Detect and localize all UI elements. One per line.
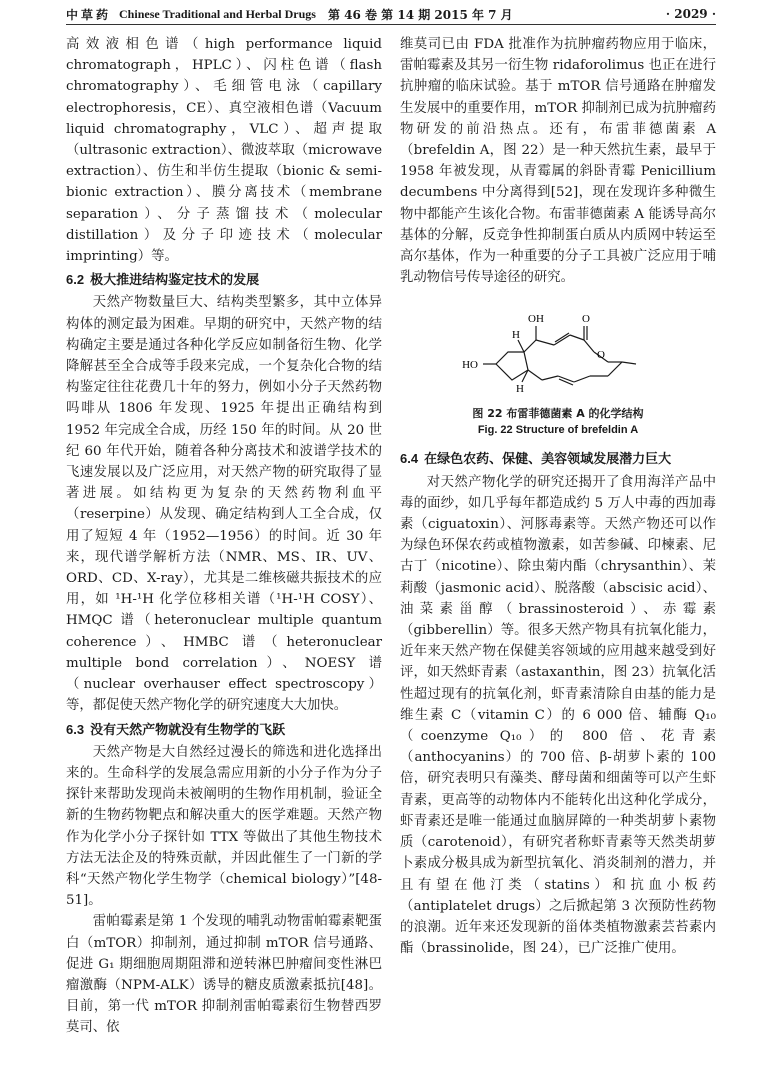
label-oh: OH bbox=[528, 313, 544, 326]
journal-name-en: Chinese Traditional and Herbal Drugs bbox=[119, 6, 316, 21]
paragraph-6-3-b: 雷帕霉素是第 1 个发现的哺乳动物雷帕霉素靶蛋白（mTOR）抑制剂，通过抑制 mTOR 信号通路、促进 G₁ 期细胞周期阻滞和逆转淋巴肿瘤间变性淋巴瘤激酶（NPM-ALK）诱导的糖皮质激素抵抗[48]。目前，第一代 mTOR 抑制剂雷帕霉素衍生物替西罗莫司、依 bbox=[66, 914, 382, 1036]
paragraph-intro: 高效液相色谱（high performance liquid chromatograph，HPLC）、闪柱色谱（flash chromatography）、毛细管电泳（capillary electrophoresis，CE）、真空液相色谱（Vacuum liquid chromatography，VLC）、超声提取（ultrasonic extraction）、微波萃取（microwave extraction）、仿生和半仿生提取（bionic & semi-bionic extraction）、膜分离技术（membrane separation）、分子蒸馏技术（molecular distillation）及分子印迹技术（molecular imprinting）等。 bbox=[66, 37, 382, 265]
section-heading-6-2: 6.2 极大推进结构鉴定技术的发展 bbox=[66, 272, 260, 289]
running-header bbox=[66, 4, 716, 24]
figure-22 bbox=[400, 302, 716, 438]
section-heading-6-3: 6.3 没有天然产物就没有生物学的飞跃 bbox=[66, 721, 286, 738]
label-o-carbonyl: O bbox=[582, 313, 590, 326]
figure-caption-cn: 图 22 布雷菲德菌素 A 的化学结构 bbox=[472, 407, 644, 421]
label-ho: HO bbox=[462, 359, 478, 372]
label-h-top: H bbox=[512, 329, 520, 342]
label-h-bottom: H bbox=[516, 383, 524, 396]
right-column bbox=[400, 34, 716, 959]
journal-name-cn: 中草药 bbox=[66, 7, 112, 22]
brefeldin-a-structure bbox=[458, 302, 658, 406]
paragraph-6-4: 对天然产物化学的研究还揭开了食用海洋产品中毒的面纱，如几乎每年都造成约 5 万人中毒的西加毒素（ciguatoxin）、河豚毒素等。天然产物还可以作为绿色环保农药或植物激素，如苦参碱、印楝素、尼古丁（nicotine）、除虫菊内酯（chrysanthin）、茉莉酸（jasmonic acid）、脱落酸（abscisic acid）、油菜素甾醇（brassinosteroid）、赤霉素（gibberellin）等。很多天然产物具有抗氧化能力，近年来天然产物在保健美容领域的应用越来越受到好评，如天然虾青素（astaxanthin，图 23）抗氧化活性超过现有的抗氧化剂，虾青素清除自由基的能力是维生素 C（vitamin C）的 6 000 倍、辅酶 Q₁₀（coenzyme Q₁₀）的 800 倍、花青素（anthocyanins）的 700 倍、β-胡萝卜素的 100 倍，研究表明只有藻类、酵母菌和细菌等可以产生虾青素，更高等的动物体内不能转化出这种化学成分，虾青素还是唯一能通过血脑屏障的一种类胡萝卜素物质（carotenoid），有研究者称虾青素等天然类胡萝卜素成分极具成为新型抗氧化、消炎制剂的潜力，并且有望在他汀类（statins）和抗血小板药（antiplatelet drugs）之后掀起第 3 次预防性药物的浪潮。近年来还发现新的甾体类植物激素芸苔素内酯（brassinolide，图 24），已广泛推广使用。 bbox=[400, 474, 716, 957]
header-rule bbox=[66, 24, 716, 25]
figure-caption-en: Fig. 22 Structure of brefeldin A bbox=[477, 424, 639, 437]
label-o-ring: O bbox=[597, 349, 605, 362]
paragraph-continued: 维莫司已由 FDA 批准作为抗肿瘤药物应用于临床，雷帕霉素及其另一衍生物 ridaforolimus 也正在进行抗肿瘤的临床试验。基于 mTOR 信号通路在肿瘤发生发展中的重要作用，mTOR 抑制剂已成为抗肿瘤药物研发的前沿热点。还有，布雷菲德菌素 A（brefeldin A，图 22）是一种天然抗生素，最早于 1958 年被发现，从青霉属的斜卧青霉 Penicillium decumbens 中分离得到[52]，现在发现许多种微生物中都能产生该化合物。布雷菲德菌素 A 能诱导高尔基体的分解，反竞争性抑制蛋白质从内质网中转运至高尔基体，作为一种重要的分子工具被广泛应用于哺乳动物信号传导途径的研究。 bbox=[400, 37, 716, 286]
paragraph-6-3-a: 天然产物是大自然经过漫长的筛选和进化选择出来的。生命科学的发展急需应用新的小分子作为分子探针来帮助发现尚未被阐明的生物作用机制，验证全新的生物药物靶点和解决重大的医学难题。天然产物作为化学小分子探针如 TTX 等做出了其他生物技术方法无法企及的特殊贡献，并因此催生了一门新的学科“天然产物化学生物学（chemical biology）”[48-51]。 bbox=[66, 744, 382, 909]
page-number: · 2029 · bbox=[665, 7, 716, 21]
section-heading-6-4: 6.4 在绿色农药、保健、美容领域发展潜力巨大 bbox=[400, 451, 672, 468]
issue-info: 第 46 卷 第 14 期 2015 年 7 月 bbox=[327, 7, 513, 22]
left-column bbox=[66, 34, 382, 1039]
paragraph-6-2: 天然产物数量巨大、结构类型繁多，其中立体异构体的测定最为困难。早期的研究中，天然产物的结构确定主要是通过各种化学反应如制备衍生物、化学降解甚至全合成等手段来完成，一个复杂化合物的结构鉴定往往花费几十年的努力，例如小分子天然药物吗啡从 1806 年发现、1925 年提出正确结构到 1952 年完成全合成，历经 150 年的时间。从 20 世纪 60 年代开始，随着各种分离技术和波谱学技术的飞速发展以及广泛应用，对天然产物的研究取得了显著进展。如结构更为复杂的天然药物利血平（reserpine）从发现、确定结构到人工全合成，仅用了短短 4 年（1952—1956）的时间。近 30 年来，现代谱学解析方法（NMR、MS、IR、UV、ORD、CD、X-ray），尤其是二维核磁共振技术的应用，如 ¹H-¹H 化学位移相关谱（¹H-¹H COSY）、HMQC 谱（heteronuclear multiple quantum coherence）、HMBC 谱（heteronuclear multiple bond correlation）、NOESY 谱（nuclear overhauser effect spectroscopy）等，都促使天然产物化学的研究速度大大加快。 bbox=[66, 295, 382, 714]
